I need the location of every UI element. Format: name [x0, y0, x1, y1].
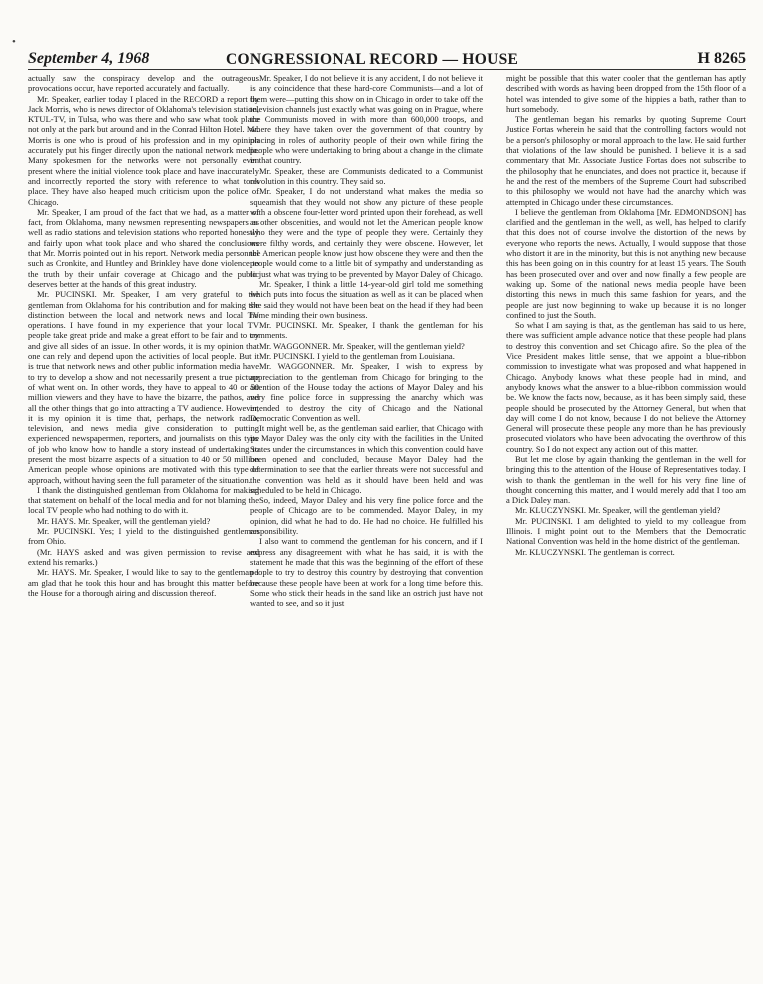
paragraph: It might well be, as the gentleman said earlier, that Chicago with its Mayor Daley was the only city with the facilities in the United States under the circumstances in which this convention could have been opened and concluded, because Mayor Daley had the determination to see that the earlier threats were not successful and the convention was held as it should have been held and was scheduled to be held in Chicago. — [250, 423, 483, 495]
paragraph: Mr. KLUCZYNSKI. The gentleman is correct. — [515, 546, 675, 557]
paragraph: I also want to commend the gentleman for his concern, and if I express any disagreement with what he has said, it is with the statement he made that this was the beginning of the effort of these people to try to destroy this country by destroying that convention because these people have been at work for a long time before this. Some who stick their heads in the sand like an ostrich just have not wanted to see, and so it just — [250, 536, 483, 609]
paragraph: I believe the gentleman from Oklahoma [Mr. EDMONDSON] has clarified and the gentleman in the well, as well, has helped to clarify that this does not of course involve the distortion of the news by everyone who reports the news. Actually, I would suppose that those who distort it are in the minority, but this is not anything new because this has been going on in this country for at least 15 years. The South has been prosecuted over and over and now finally a few people are waking up. Some of the national news media people have been distorting this news in much this same fashion for years, and the people are just now beginning to wake up because it is no longer confined to just the South. — [506, 206, 746, 320]
text-column-2 — [250, 73, 483, 938]
paragraph: I thank the distinguished gentleman from Oklahoma for making that statement on behalf of the local media and for not blaming the local TV people who had nothing to do with it. — [28, 484, 259, 516]
paragraph: Mr. PUCINSKI. I yield to the gentleman from Louisiana. — [259, 351, 455, 362]
paragraph: Mr. Speaker, I am proud of the fact that we had, as a matter of fact, from Oklahoma, many newsmen representing newspapers as well as radio stations and television stations who reported honestly and fairly upon what took place and who shared the conclusions that Mr. Morris pointed out in his report. Network media personnel such as Cronkite, and Huntley and Brinkley have done violence to the truth by their unfair coverage at Chicago and the public deserves better at the hands of this great industry. — [28, 206, 259, 289]
paragraph: Mr. KLUCZYNSKI. Mr. Speaker, will the gentleman yield? — [515, 505, 721, 516]
paragraph: So what I am saying is that, as the gentleman has said to us here, there was sufficient ample advance notice that these people had plans to destroy this convention and set Chicago afire. So the plea of the Vice President makes little sense, that we appoint a blue-ribbon commission to investigate what was proposed and what happened in Chicago. Anybody knows what these people had in mind, and anybody knows what the answer to a blue-ribbon commission would be. We know the facts now, because, as it has been simply said, these people should be prosecuted by the Attorney General, but when that day will come I do not know, because I do not believe the Attorney General will prosecute these people any more than he has previously prosecuted violators who have been advocating the overthrow of this country. So I do not expect any action out of this matter. — [506, 320, 746, 454]
paragraph: actually saw the conspiracy develop and the outrageous provocations occur, have reported accurately and factually. — [28, 73, 259, 94]
paragraph: Mr. PUCINSKI. Mr. Speaker, I am very grateful to the gentleman from Oklahoma for his contribution and for making the distinction between the local and network news and local TV operations. I have found in my experience that your local TV people take great pride and make a great effort to be fair and to try and give all sides of an issue. In other words, it is my opinion that one can rely and depend upon the activities of local people. But it is true that network news and other public information media have to try to develop a show and not necessarily present a true picture of what went on. In other words, they have to appeal to 40 or 50 million viewers and they have to have the bizarre, the pathos, and all the other things that go into attracting a TV audience. However, it is my opinion it is time that, perhaps, the network radio, television, and news media give consideration to putting experienced newspapermen, reporters, and journalists on this type of job who know how to handle a story instead of undertaking to present the most bizarre aspects of a situation to 40 or 50 million American people whose opinions are motivated with this type of approach, without having seen the full parameter of the situation. — [28, 289, 259, 485]
paragraph: Mr. Speaker, I think a little 14-year-old girl told me something which puts into focus the situation as well as it can be placed when she said they would not have been beat on the head if they had been home minding their own business. — [250, 278, 483, 320]
paragraph: Mr. WAGGONNER. Mr. Speaker, I wish to express by appreciation to the gentleman from Chicago for bringing to the attention of the House today the actions of Mayor Daley and his very fine police force in suppressing the anarchy which was intended to destroy the city of Chicago and the National Democratic Convention as well. — [250, 361, 483, 423]
header-rule — [28, 69, 746, 70]
paragraph: So, indeed, Mayor Daley and his very fine police force and the people of Chicago are to be commended. Mayor Daley, in my opinion, did what he had to do. He had no choice. He fulfilled his responsibility. — [250, 495, 483, 537]
scan-speck-mark: • — [12, 36, 16, 48]
paragraph: Mr. WAGGONNER. Mr. Speaker, will the gentleman yield? — [259, 340, 465, 351]
text-column-3 — [506, 73, 746, 938]
paragraph: (Mr. HAYS asked and was given permission to revise and extend his remarks.) — [28, 546, 259, 567]
header-page-number: H 8265 — [697, 50, 746, 67]
paragraph: The gentleman began his remarks by quoting Supreme Court Justice Fortas wherein he said that the controlling factors would not be a person's philosophy or moral approach to the law. He said further that violations of the law should be punished. I believe it is a sad commentary that Mr. Associate Justice Fortas does not subscribe to the philosophy that he enunciates, and does not practice it, because if he and the rest of the members of the Supreme Court had subscribed to this philosophy we would not have had the anarchy which was attempted in Chicago under these circumstances. — [506, 114, 746, 207]
paragraph: might be possible that this water cooler that the gentleman has aptly described with words as having been dropped from the 15th floor of a hotel was intended to give some of the hippies a bath, rather than to hurt somebody. — [506, 73, 746, 114]
paragraph: Mr. HAYS. Mr. Speaker, I would like to say to the gentleman I am glad that he took this hour and has brought this matter before the House for a thorough airing and discussion thereof. — [28, 567, 259, 598]
paragraph: But let me close by again thanking the gentleman in the well for bringing this to the attention of the House of Representatives today. I wish to thank the gentleman in the well for his very fine line of thought concerning this matter, and I would merely add that I too am a Dick Daley man. — [506, 453, 746, 506]
paragraph: Mr. Speaker, I do not understand what makes the media so squeamish that they would not show any picture of these people with a obscene four-letter word printed upon their forehead, as well as other obscenities, and would not let the American people know who they were and the type of people they were. Certainly they were filthy words, and certainly they were obscene. However, let the American people know just how obscene they were and then the people would come to a little bit of sympathy and understanding as to just what was trying to be prevented by Mayor Daley of Chicago. — [250, 186, 483, 279]
paragraph: Mr. Speaker, earlier today I placed in the RECORD a report by Jack Morris, who is news director of Oklahoma's television station, KTUL-TV, in Tulsa, who was there and who saw what took place not only at the park but around and in the Conrad Hilton Hotel. Mr. Morris is one who is proud of his profession and in my opinion accurately put his finger directly upon the national network media. Many spokesmen for the networks were not personally even present where the initial violence took place and have inaccurately and incorrectly reported the story with reference to what took place. They have also heaped much criticism upon the police of Chicago. — [28, 93, 259, 207]
paragraph: Mr. PUCINSKI. Mr. Speaker, I thank the gentleman for his comments. — [250, 320, 483, 341]
paragraph: Mr. Speaker, these are Communists dedicated to a Communist revolution in this country. They said so. — [250, 165, 483, 186]
paragraph: Mr. PUCINSKI. I am delighted to yield to my colleague from Illinois. I might point out to the Members that the Democratic National Convention was held in the home district of the gentleman. — [506, 515, 746, 547]
paragraph: Mr. HAYS. Mr. Speaker, will the gentleman yield? — [37, 515, 211, 526]
header-date: September 4, 1968 — [28, 50, 150, 67]
paragraph: Mr. Speaker, I do not believe it is any accident, I do not believe it is any coincidence that these hard-core Communists—and a lot of them were—putting this show on in Chicago in order to take off the television channels just exactly what was going on in Prague, where the Communists moved in with more than 600,000 troops, and where they have taken over the government of that country by placing in roles of authority people of their own while firing the people who were undertaking to bring about a change in the climate in that country. — [250, 73, 483, 166]
header-title: CONGRESSIONAL RECORD — HOUSE — [226, 51, 519, 68]
paragraph: Mr. PUCINSKI. Yes; I yield to the distinguished gentleman from Ohio. — [28, 526, 259, 547]
text-column-1 — [28, 73, 259, 938]
